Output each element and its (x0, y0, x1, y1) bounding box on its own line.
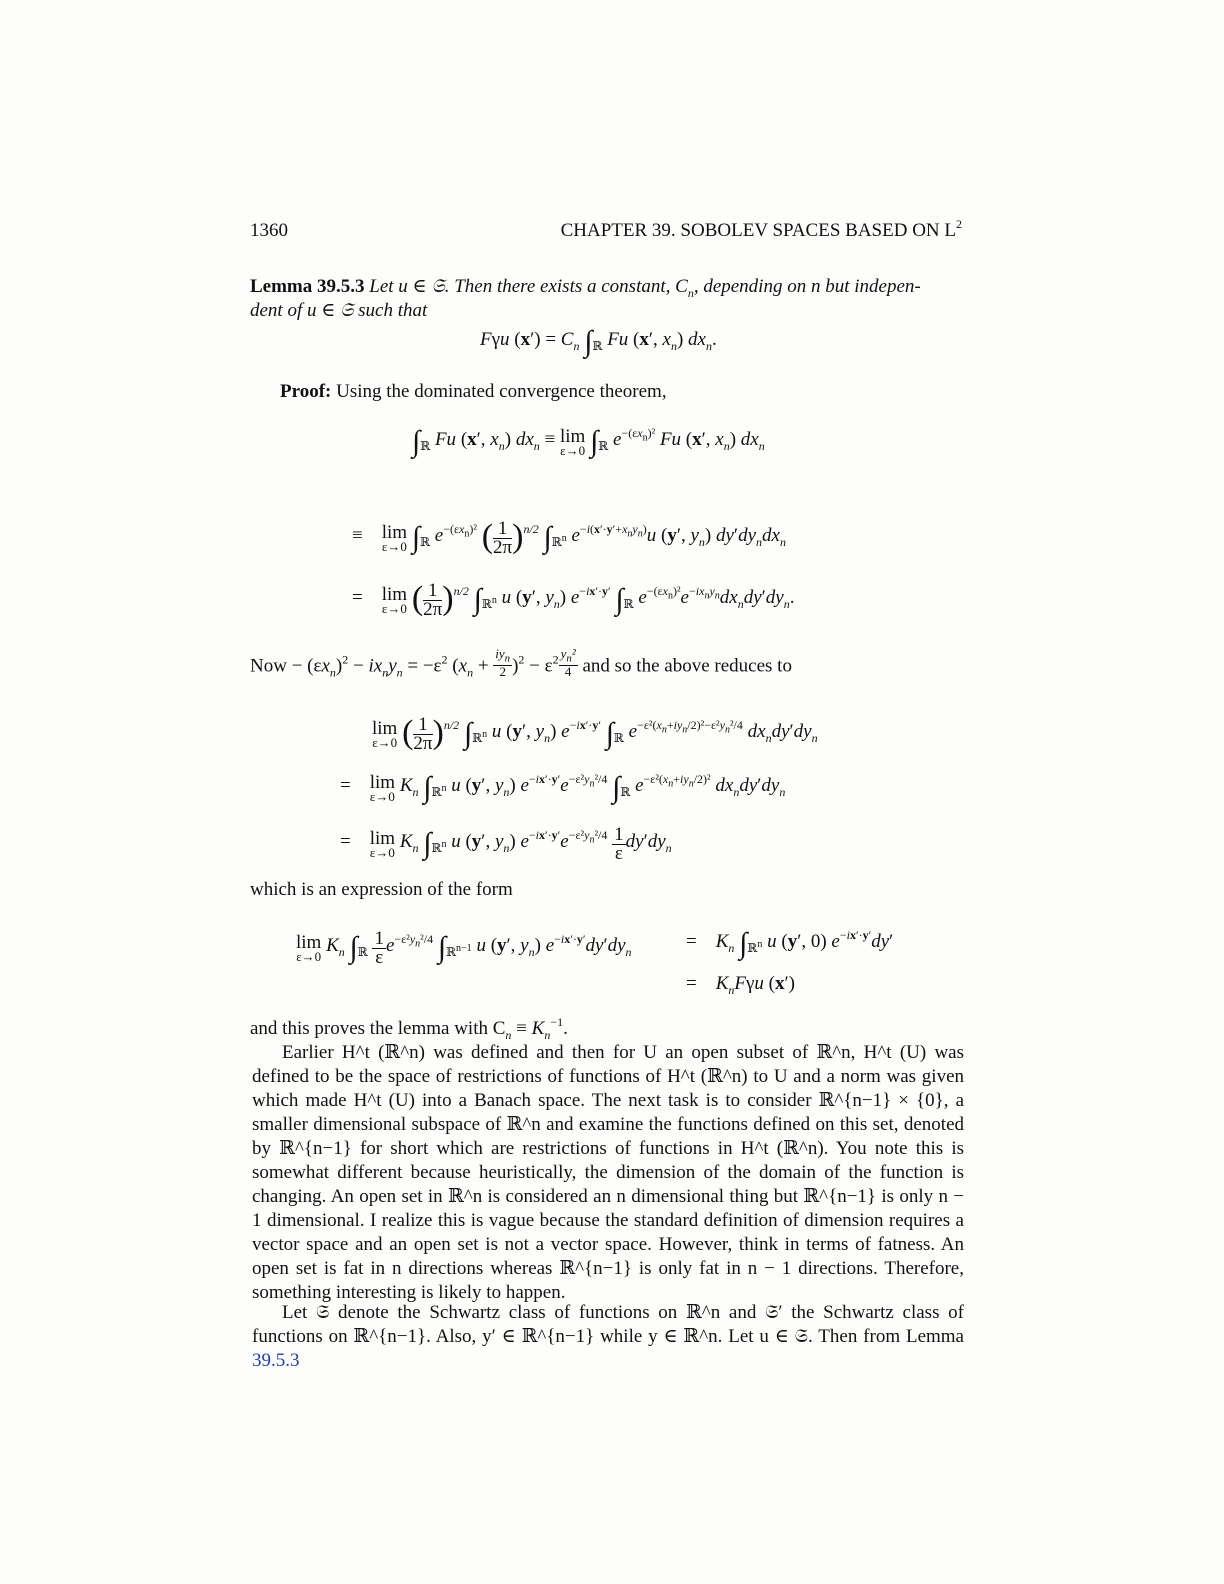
proof-conclusion: and this proves the lemma with $C_n \equiv K_n^{-1}$. (250, 1015, 568, 1042)
lemma-statement-line1: Lemma 39.5.3 Let u ∈ 𝔖. Then there exists a constant, $C_n$, depending on n but indepen- (250, 276, 921, 300)
paragraph-schwartz: Let 𝔖 denote the Schwartz class of functions on ℝ^n and 𝔖′ the Schwartz class of functions on ℝ^{n−1}. Also, y′ ∈ ℝ^{n−1} while y ∈ ℝ^n. Let u ∈ 𝔖. Then from Lemma 39.5.3 (252, 1302, 964, 1371)
lemma-statement-line2: dent of u ∈ 𝔖 such that (250, 300, 428, 321)
lemma-label: Lemma 39.5.3 (250, 276, 365, 297)
equation-step3: = lim ε→0 ( $\frac{1}{2\pi}$ )$^{n/2}$ $\int_{ℝ^n}$ u (y′, $y_n$) $e^{-ix'\cdot y'}$ $\int_ℝ$ $e^{-(\varepsilon x_n)^2}e^{-ix_ny_n}dx_ndy'dy_n$. (352, 580, 795, 620)
proof-intro: Proof: Using the dominated convergence theorem, (280, 381, 667, 402)
now-line: Now − $(\varepsilon x_n)^2 - ix_ny_n = -\varepsilon^2$ ($x_n$ + $\frac{iy_n}{2}$ )$^2 - \varepsilon^2$ $\frac{y_n^2}{4}$ and so the above reduces to (250, 646, 792, 680)
lemma-reference-link[interactable]: 39.5.3 (252, 1350, 300, 1371)
equation-form-rhs2: = $K_nF\gamma u$ (x′) (686, 973, 795, 997)
lemma-equation: Fγu $(x') = C_n$ $\int_ℝ$ Fu (x′, $x_n$) $dx_n$. (480, 325, 717, 358)
equation-form-rhs1: = $K_n$ $\int_{ℝ^n}$ u (y′, 0) $e^{-ix'\cdot y'}dy'$ (686, 927, 894, 960)
page-number: 1360 (250, 220, 288, 241)
paragraph-restrictions: Earlier H^t (ℝ^n) was defined and then for U an open subset of ℝ^n, H^t (U) was defined to be the space of restrictions of functions of H^t (ℝ^n) to U and a norm was given which made H^t (U) into a Banach space. The next task is to consider ℝ^{n−1} × {0}, a smaller dimensional subspace of ℝ^n and examine the functions defined on this set, denoted by ℝ^{n−1} for short which are restrictions of functions in H^t (ℝ^n). You note this is somewhat different because heuristically, the dimension of the domain of the function is changing. An open set in ℝ^n is considered an n dimensional thing but ℝ^{n−1} is only n − 1 dimensional. I realize this is vague because the standard definition of dimension requires a vector space and an open set is not a vector space. However, think in terms of fatness. An open set is fat in n directions whereas ℝ^{n−1} is only fat in n − 1 directions. Therefore, something interesting is likely to happen. (252, 1042, 964, 1303)
which-is-line: which is an expression of the form (250, 879, 513, 900)
equation-reduced1: lim ε→0 ( $\frac{1}{2\pi}$ )$^{n/2}$ $\int_{ℝ^n}$ u (y′, $y_n$) $e^{-ix'\cdot y'}$ $\int_ℝ$ $e^{-\varepsilon^2(x_n+iy_n/2)^2-\varepsilon^2y_n^2/4}$ $dx_ndy'dy_n$ (372, 714, 818, 754)
equation-step2: ≡ lim ε→0 $\int_ℝ$ $e^{-(\varepsilon x_n)^2}$ ( $\frac{1}{2\pi}$ )$^{n/2}$ $\int_{ℝ^n}$ $e^{-i(x'\cdot y'+x_ny_n)}u$ (y′, $y_n$) $dy'dy_ndx_n$ (352, 518, 786, 558)
equation-form: lim ε→0 $K_n$ $\int_ℝ$ $\frac{1}{\varepsilon}$ $e^{-\varepsilon^2y_n^2/4}$ $\int_{ℝ^{n-1}}$ u (y′, $y_n$) $e^{-ix'\cdot y'}dy'dy_n$ (296, 928, 632, 968)
equation-reduced2: = lim ε→0 $K_n$ $\int_{ℝ^n}$ u (y′, $y_n$) $e^{-ix'\cdot y'}e^{-\varepsilon^2y_n^2/4}$ $\int_ℝ$ $e^{-\varepsilon^2(x_n+iy_n/2)^2}$ $dx_ndy'dy_n$ (340, 771, 786, 804)
running-title: CHAPTER 39. SOBOLEV SPACES BASED ON $L^2$ (560, 217, 962, 241)
equation-dominated: $\int_ℝ$ Fu (x′, $x_n$) $dx_n \equiv \lim$ ε→0 $\int_ℝ$ $e^{-(\varepsilon x_n)^2}$ Fu (x′, $x_n$) $dx_n$ (412, 425, 765, 458)
equation-reduced3: = lim ε→0 $K_n$ $\int_{ℝ^n}$ u (y′, $y_n$) $e^{-ix'\cdot y'}e^{-\varepsilon^2y_n^2/4}$ $\frac{1}{\varepsilon}$ $dy'dy_n$ (340, 824, 672, 864)
